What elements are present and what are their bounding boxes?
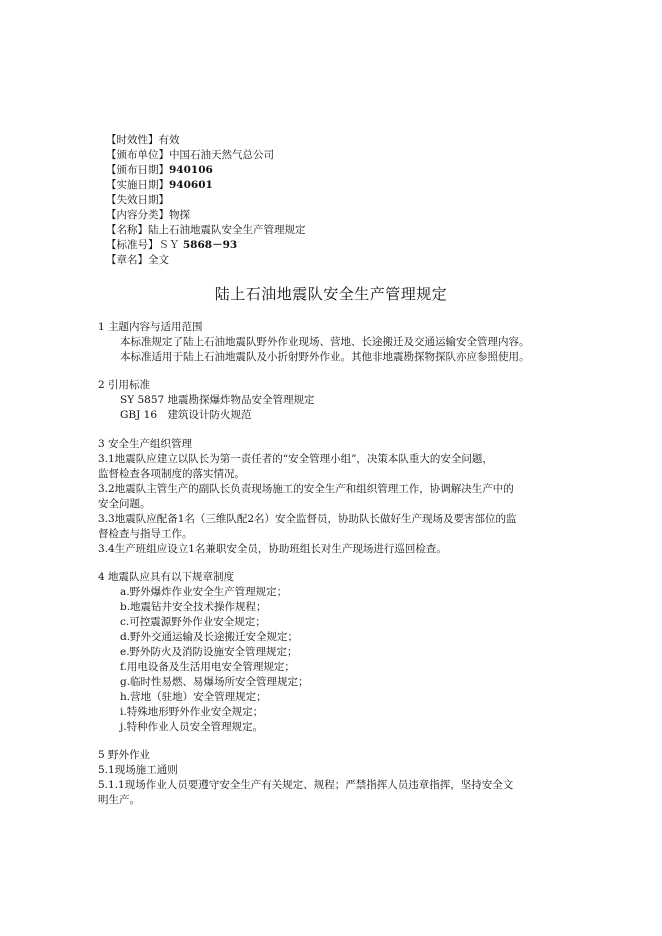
meta-expiry: 【失效日期】 xyxy=(106,194,169,206)
section-3-line-5: 3.3地震队应配备1名（三维队配2名）安全监督员，协助队长做好生产现场及要害部位的监 xyxy=(98,513,517,525)
rule-list-item: e.野外防火及消防设施安全管理规定； xyxy=(120,646,298,658)
section-3-line-6: 督检查与指导工作。 xyxy=(98,528,193,540)
document-title: 陆上石油地震队安全生产管理规定 xyxy=(214,285,448,303)
section-2-ref-2: GBJ 16 建筑设计防火规范 xyxy=(120,409,252,421)
meta-impl-date-label: 【实施日期】 xyxy=(106,179,169,191)
meta-impl-date-value: 940601 xyxy=(169,179,213,191)
rule-list-item: c.可控震源野外作业安全规定； xyxy=(120,616,266,628)
meta-chapter: 【章名】全文 xyxy=(106,254,169,266)
section-5-line-1: 5.1.1现场作业人员要遵守安全生产有关规定、规程；严禁指挥人员违章指挥，坚持安全文 xyxy=(98,779,514,791)
section-1-para-1: 本标准规定了陆上石油地震队野外作业现场、营地、长途搬迁及交通运输安全管理内容。 xyxy=(120,336,530,348)
rule-list-item: a.野外爆炸作业安全生产管理规定； xyxy=(120,586,288,598)
section-2-heading: 2 引用标准 xyxy=(98,379,151,391)
section-5-heading: 5 野外作业 xyxy=(98,749,151,761)
rule-list-item: f.用电设备及生活用电安全管理规定； xyxy=(120,661,295,673)
section-5-line-2: 明生产。 xyxy=(98,794,140,806)
rule-list-item: h.营地（驻地）安全管理规定； xyxy=(120,691,267,703)
rule-list-item: j.特种作业人员安全管理规定。 xyxy=(120,721,264,733)
section-3-line-4: 安全问题。 xyxy=(98,498,151,510)
meta-standard-label: 【标准号】ＳＹ xyxy=(106,239,180,251)
section-4-heading: 4 地震队应具有以下规章制度 xyxy=(98,571,235,583)
meta-impl-date xyxy=(106,178,213,192)
section-2-ref-1: SY 5857 地震勘探爆炸物品安全管理规定 xyxy=(120,394,315,406)
section-3-line-7: 3.4生产班组应设立1名兼职安全员，协助班组长对生产现场进行巡回检查。 xyxy=(98,543,447,555)
meta-issue-date-value: 940106 xyxy=(169,164,213,176)
section-5-sub-heading: 5.1现场施工通则 xyxy=(98,764,178,776)
section-3-line-1: 3.1地震队应建立以队长为第一责任者的“安全管理小组”，决策本队重大的安全问题， xyxy=(98,453,493,465)
rule-list-item: g.临时性易燃、易爆场所安全管理规定； xyxy=(120,676,309,688)
meta-standard-value: 5868－93 xyxy=(182,239,238,251)
section-3-heading: 3 安全生产组织管理 xyxy=(98,438,193,450)
meta-standard-no xyxy=(106,238,237,252)
section-1-heading: 1 主题内容与适用范围 xyxy=(98,321,203,333)
meta-issue-date xyxy=(106,163,213,177)
meta-issuer: 【颁布单位】中国石油天然气总公司 xyxy=(106,149,274,161)
rule-list-item: b.地震钻井安全技术操作规程； xyxy=(120,601,267,613)
meta-category: 【内容分类】物探 xyxy=(106,209,190,221)
rule-list-item: d.野外交通运输及长途搬迁安全规定； xyxy=(120,631,299,643)
section-3-line-3: 3.2地震队主管生产的副队长负责现场施工的安全生产和组织管理工作，协调解决生产中的 xyxy=(98,483,514,495)
meta-issue-date-label: 【颁布日期】 xyxy=(106,164,169,176)
section-1-para-2: 本标准适用于陆上石油地震队及小折射野外作业。其他非地震勘探物探队亦应参照使用。 xyxy=(120,351,530,363)
rule-list-item: i.特殊地形野外作业安全规定； xyxy=(120,706,264,718)
section-3-line-2: 监督检查各项制度的落实情况。 xyxy=(98,468,245,480)
meta-name: 【名称】陆上石油地震队安全生产管理规定 xyxy=(106,224,306,236)
meta-validity: 【时效性】有效 xyxy=(106,134,180,146)
